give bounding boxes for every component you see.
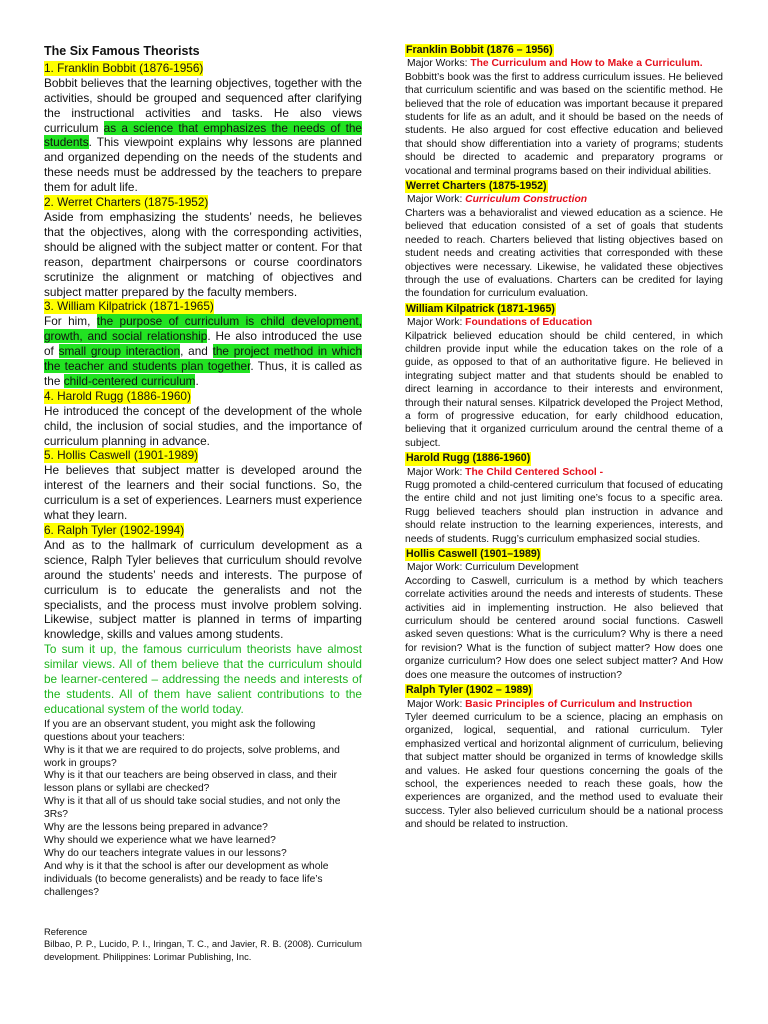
reference-citation: Bilbao, P. P., Lucido, P. I., Iringan, T. C., and Javier, R. B. (2008). Curriculum development. Philippines: Lorimar Publishing, Inc. <box>44 938 362 962</box>
major-work-label: Major Work: <box>407 698 466 710</box>
summary-paragraph: To sum it up, the famous curriculum theorists have almost similar views. All of them believe that the curriculum should be learner-centered – addressing the needs and interests of the students. All of them have salient contributions to the educational system of the world today. <box>44 642 362 716</box>
major-work-label: Major Works: <box>407 58 471 70</box>
bobbit-heading: Franklin Bobbit (1876 – 1956) <box>406 44 553 56</box>
theorist-3-highlight-3: the project method in which the teacher and students plan together <box>44 344 363 374</box>
right-column <box>405 44 723 834</box>
bobbit-summary <box>405 44 723 178</box>
theorist-6-text: And as to the hallmark of curriculum development as a science, Ralph Tyler believes that curriculum should revolve around the students’ needs and interests. The purpose of curriculum is to educate the generalists and not the specialists, and the process must involve problem solving. Likewise, subject matter is planned in terms of imparting knowledge, skills and values among students. <box>44 537 362 642</box>
theorist-3-highlight-4: child-centered curriculum <box>63 373 196 388</box>
theorist-6-section <box>44 523 362 642</box>
theorist-3-highlight-1: the purpose of curriculum is child development, growth, and social relationship <box>44 314 362 344</box>
theorist-3-text <box>44 314 362 389</box>
kilpatrick-work-title: Foundations of Education <box>465 317 593 329</box>
theorist-1-text-a: Bobbit believes that the learning objectives, together with the activities, should be grouped and sequenced after clarifying the instructional activities and tasks. He also views curriculum <box>44 75 362 135</box>
questions-intro: If you are an observant student, you might ask the following questions about your teachers: <box>44 718 316 743</box>
theorist-3-text-e: . <box>195 373 199 388</box>
theorist-5-section <box>44 448 362 523</box>
charters-heading: Werret Charters (1875-1952) <box>406 180 547 193</box>
theorist-1-section <box>44 61 362 195</box>
charters-summary <box>405 180 723 301</box>
kilpatrick-summary <box>405 303 723 450</box>
theorist-6-heading: 6. Ralph Tyler (1902-1994) <box>44 523 185 537</box>
theorist-3-highlight-2: small group interaction <box>58 344 181 359</box>
major-work-label: Major Work: <box>407 317 466 329</box>
reference-block <box>44 926 362 963</box>
rugg-text: Rugg promoted a child-centered curriculum that focused of educating the entire child and not just limiting one’s focus to a specific area. Rugg believed teachers should plan instruction in advance and should relate instruction to the learning experiences, interests, and needs of students. Rugg’s curriculum emphasized social studies. <box>405 480 723 545</box>
tyler-work-title: Basic Principles of Curriculum and Instruction <box>465 698 693 710</box>
caswell-heading: Hollis Caswell (1901–1989) <box>406 548 541 561</box>
theorist-5-heading: 5. Hollis Caswell (1901-1989) <box>44 448 199 463</box>
question-item: Why are the lessons being prepared in advance? <box>44 822 268 834</box>
charters-major-work <box>405 193 723 206</box>
kilpatrick-text: Kilpatrick believed education should be child centered, in which children provide input while the education takes on the role of a guide, as opposed to that of an authoritative figure. He believed in integrating subject matter and that students should be enabled to direct learning in accordance to their interests and environment, through their natural senses. Kilpatrick developed the Project Method, a form of progressive education, for early childhood education, believing that it organized curriculum around the central theme of a subject. <box>405 330 723 449</box>
charters-text: Charters was a behavioralist and viewed education as a science. He believed that education consisted of a set of goals that students needed to reach. Charters believed that listing objectives based on student needs and creating activities that corresponded with these objectives were necessary. Likewise, he validated these objectives through the use of evaluations. Charters can be credited for laying the foundation for curriculum evaluation. <box>405 207 723 300</box>
rugg-summary <box>405 452 723 546</box>
theorist-1-highlight: as a science that emphasizes the needs of the students <box>44 120 362 150</box>
question-item: Why is it that our teachers are being observed in class, and their lesson plans or syllabi are checked? <box>44 770 338 795</box>
caswell-major-work: Major Work: Curriculum Development <box>407 562 579 574</box>
theorist-3-text-b: . He also introduced the use of <box>44 329 362 359</box>
document-title: The Six Famous Theorists <box>44 44 200 58</box>
theorist-3-section <box>44 299 362 388</box>
bobbit-text: Bobbitt’s book was the first to address curriculum issues. He believed that curriculum scientific and was based on the scientific method. He believed that the role of education was important because it prepared students for life as an adult, and it should be based on the needs of students. He also argued for cost effective education and believed that should show differentiation into a variety of programs; students should be directed to academic and preparatory programs or vocational and terminal programs based on their individual abilities. <box>405 71 723 177</box>
kilpatrick-major-work <box>405 316 723 329</box>
theorist-2-heading: 2. Werret Charters (1875-1952) <box>44 195 209 210</box>
theorist-3-text-a: For him, <box>44 314 97 329</box>
bobbit-major-work <box>405 57 723 70</box>
theorist-4-text: He introduced the concept of the development of the whole child, the inclusion of social studies, and the importance of curriculum planning in advance. <box>44 403 362 448</box>
caswell-text: According to Caswell, curriculum is a method by which teachers correlate activities around the needs and interests of students. These activities aid in implementing instruction. He also believed that curriculum should be centered around social functions. Caswell asked seven questions: What is the curriculum? Why is there a need for revision? What is the function of subject matter? How does one organize curriculum? How does one select subject matter? And How does one measure the outcomes of instruction? <box>405 575 723 681</box>
left-column <box>44 44 362 899</box>
theorist-1-heading: 1. Franklin Bobbit (1876-1956) <box>44 60 204 75</box>
theorist-4-heading: 4. Harold Rugg (1886-1960) <box>44 388 191 403</box>
question-item: Why is it that we are required to do projects, solve problems, and work in groups? <box>44 744 340 769</box>
major-work-label: Major Work: <box>407 194 466 206</box>
rugg-major-work <box>405 466 723 479</box>
question-item: Why should we experience what we have learned? <box>44 834 276 846</box>
tyler-major-work <box>405 698 723 711</box>
theorist-3-text-c: , and <box>180 344 213 359</box>
kilpatrick-heading: William Kilpatrick (1871-1965) <box>406 302 555 315</box>
theorist-2-section <box>44 195 362 299</box>
theorist-1-text-b: . This viewpoint explains why lessons are planned and organized depending on the needs of the students and these needs must be addressed by the teachers to prepare them for adult life. <box>44 135 362 195</box>
theorist-5-text: He believes that subject matter is developed around the interest of the learners and their social functions. So, the curriculum is a set of experiences. Learners must experience what they learn. <box>44 463 363 523</box>
theorist-1-text <box>44 76 362 195</box>
theorist-4-section <box>44 389 362 449</box>
major-work-label: Major Work: <box>407 466 466 478</box>
theorist-3-heading: 3. William Kilpatrick (1871-1965) <box>44 299 214 314</box>
caswell-summary <box>405 548 723 682</box>
rugg-work-title: The Child Centered School - <box>465 466 604 478</box>
theorist-3-text-d: . Thus, it is called as the <box>44 359 363 388</box>
question-item: Why is it that all of us should take social studies, and not only the 3Rs? <box>44 796 341 821</box>
questions-block <box>44 719 362 900</box>
bobbit-work-title: The Curriculum and How to Make a Curriculum. <box>470 58 703 70</box>
charters-work-title: Curriculum Construction <box>465 194 588 206</box>
tyler-summary <box>405 684 723 831</box>
question-item: Why do our teachers integrate values in our lessons? <box>44 847 287 859</box>
reference-label: Reference <box>44 926 88 937</box>
question-item: And why is it that the school is after our development as whole individuals (to become generalists) and be ready to face life’s challenges? <box>44 860 329 898</box>
tyler-text: Tyler deemed curriculum to be a science, placing an emphasis on organized, logical, sequential, and rational curriculum. Tyler emphasized vertical and horizontal alignment of curriculum, believing that subject matter should be organized in terms of knowledge skills and values. He asked four questions concerning the goals of the school, the experiences needed to reach these goals, how the experiences are organized, and the method used to evaluate their success. Tyler also believed curriculum should be a national process and should be related to instruction. <box>405 711 723 831</box>
tyler-heading: Ralph Tyler (1902 – 1989) <box>406 684 532 697</box>
theorist-2-text: Aside from emphasizing the students’ needs, he believes that the objectives, along with the corresponding activities, should be aligned with the subject matter or content. For that reason, department chairpersons or course coordinators scrutinize the alignment or matching of objectives and subject matter prepared by the faculty members. <box>44 209 362 299</box>
rugg-heading: Harold Rugg (1886-1960) <box>406 452 531 465</box>
